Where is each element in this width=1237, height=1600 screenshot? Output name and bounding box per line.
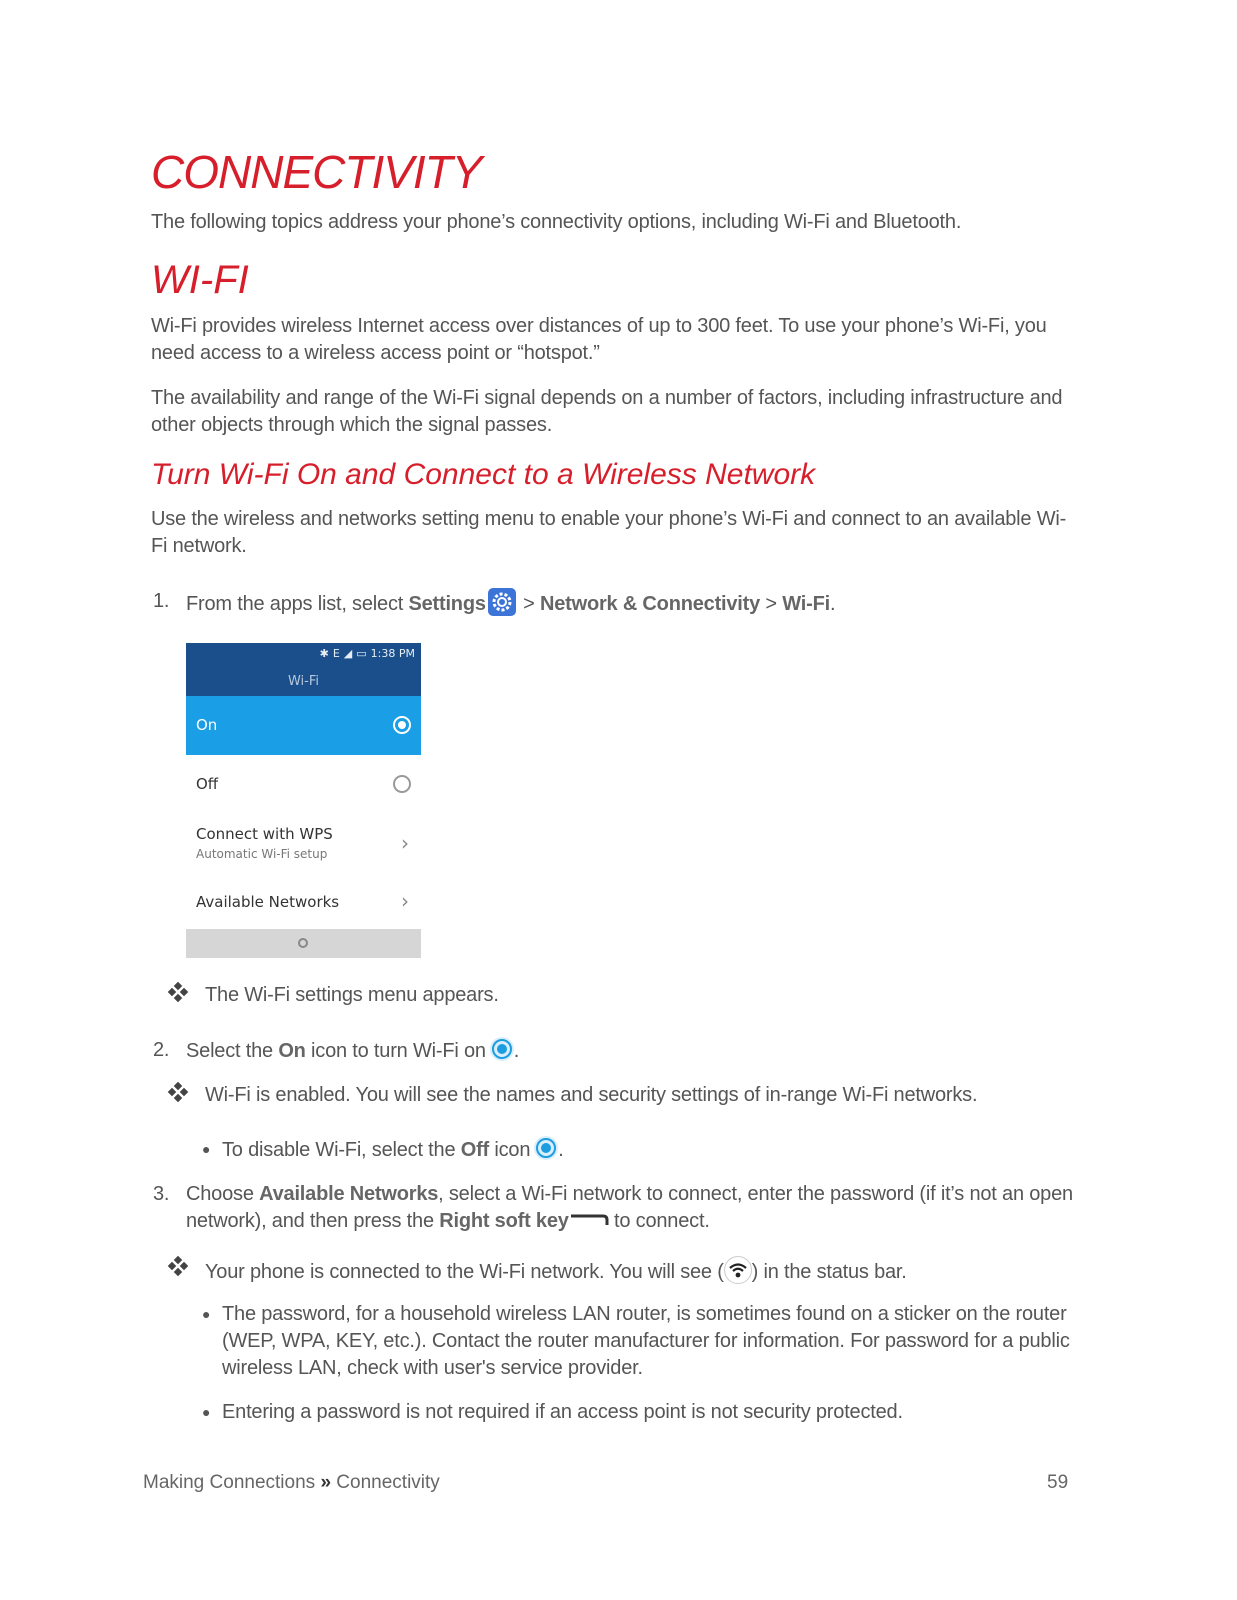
phone-screen-title: Wi-Fi — [287, 674, 319, 689]
wps-sublabel: Automatic Wi-Fi setup — [196, 847, 328, 861]
bullet-1-text — [222, 1136, 1077, 1164]
step-1-pre: From the apps list, select — [186, 593, 409, 615]
step-3-end: to connect. — [608, 1210, 710, 1232]
status-time: 1:38 PM — [370, 647, 415, 660]
chevron-right-icon: › — [401, 889, 409, 913]
network-type: E — [332, 647, 340, 660]
result-3-post: ) in the status bar. — [751, 1261, 907, 1283]
footer-subsection: Connectivity — [336, 1472, 440, 1493]
bullet-dot-icon: ● — [202, 1306, 211, 1322]
step-2-pre: Select the — [186, 1040, 279, 1062]
footer-section: Making Connections — [143, 1472, 316, 1493]
phone-option-off[interactable] — [186, 755, 421, 813]
result-3-pre: Your phone is connected to the Wi-Fi network. You will see ( — [205, 1261, 724, 1283]
networks-label: Available Networks — [196, 893, 340, 911]
page-title: CONNECTIVITY — [151, 146, 482, 198]
step-1-wifi: Wi-Fi — [782, 593, 830, 615]
phone-header — [186, 643, 421, 696]
result-diamond-icon — [166, 1081, 190, 1105]
footer-breadcrumb — [143, 1472, 440, 1494]
step-1-sep-1: > — [517, 593, 540, 615]
page-number: 59 — [1047, 1472, 1069, 1493]
bullet-1-end: . — [558, 1139, 564, 1161]
result-1-text: The Wi-Fi settings menu appears. — [205, 984, 499, 1006]
result-3-text — [205, 1256, 907, 1286]
bullet-dot-icon: ● — [202, 1404, 211, 1420]
step-2-text — [186, 1037, 1076, 1065]
wifi-status-icon — [724, 1256, 752, 1284]
on-label: On — [196, 716, 218, 734]
settings-gear-icon — [488, 588, 516, 616]
result-diamond-icon — [166, 981, 190, 1005]
right-soft-key-icon — [569, 1212, 609, 1226]
step-1-sep-2: > — [760, 593, 783, 615]
step-1-network: Network & Connectivity — [539, 593, 761, 615]
step-3-text — [186, 1181, 1076, 1235]
wps-label: Connect with WPS — [196, 825, 333, 843]
step-1-number: 1. — [153, 590, 170, 612]
step-2-number: 2. — [153, 1039, 170, 1061]
result-diamond-icon — [166, 1255, 190, 1279]
step-2-end: . — [513, 1040, 520, 1062]
signal-icon: ◢ — [343, 647, 353, 660]
wifi-off-icon — [534, 1136, 558, 1160]
footer-arrow-icon: » — [320, 1472, 332, 1493]
phone-status-bar — [320, 647, 415, 660]
step-3-available: Available Networks — [259, 1183, 439, 1205]
radio-selected-icon — [393, 716, 411, 734]
step-3-number: 3. — [153, 1183, 170, 1205]
phone-option-networks[interactable] — [186, 871, 421, 929]
bullet-2-text: The password, for a household wireless LAN router, is sometimes found on a sticker on the router (WEP, WPA, KEY, etc.). Contact the router manufacturer for information. For password for a public wireless LAN, check with user's service provider. — [222, 1303, 1070, 1379]
bullet-1-post: icon — [489, 1139, 531, 1161]
phone-option-wps[interactable] — [186, 813, 421, 871]
step-3-right-soft-key: Right soft key — [439, 1210, 569, 1232]
chevron-right-icon: › — [401, 831, 409, 855]
step-3-pre: Choose — [186, 1183, 260, 1205]
bullet-1-pre: To disable Wi-Fi, select the — [222, 1139, 461, 1161]
wifi-heading: WI-FI — [151, 258, 249, 302]
battery-icon: ▭ — [356, 647, 367, 660]
bug-icon: ✱ — [319, 647, 329, 660]
radio-unselected-icon — [393, 775, 411, 793]
result-2-text: Wi-Fi is enabled. You will see the names and security settings of in-range Wi-Fi networks. — [205, 1084, 978, 1106]
step-3-mid: , select a Wi-Fi network to connect, enter the password (if it’s not an open network), and then press the — [186, 1183, 1073, 1232]
off-label: Off — [196, 775, 219, 793]
wifi-para-2: The availability and range of the Wi-Fi signal depends on a number of factors, including infrastructure and other objects through which the signal passes. — [151, 387, 1063, 436]
phone-softkey-bar — [186, 929, 421, 958]
bullet-dot-icon: ● — [202, 1141, 211, 1157]
step-1-settings: Settings — [408, 593, 486, 615]
bullet-1-off: Off — [460, 1139, 490, 1161]
intro-text: The following topics address your phone’s connectivity options, including Wi-Fi and Bluetooth. — [151, 211, 962, 233]
bullet-3-text: Entering a password is not required if an access point is not security protected. — [222, 1401, 903, 1423]
step-1-text — [186, 588, 1076, 618]
center-key-icon — [298, 938, 308, 948]
step-2-on: On — [278, 1040, 306, 1062]
section-intro: Use the wireless and networks setting menu to enable your phone’s Wi-Fi and connect to an available Wi-Fi network. — [151, 508, 1067, 557]
wifi-on-icon — [490, 1037, 514, 1061]
phone-wifi-screen — [186, 643, 421, 958]
wifi-para-1: Wi-Fi provides wireless Internet access over distances of up to 300 feet. To use your phone’s Wi-Fi, you need access to a wireless access point or “hotspot.” — [151, 315, 1047, 364]
section-heading: Turn Wi-Fi On and Connect to a Wireless Network — [151, 458, 816, 491]
phone-option-on[interactable] — [186, 696, 421, 755]
step-2-post: icon to turn Wi-Fi on — [305, 1040, 486, 1062]
step-1-end: . — [829, 593, 836, 615]
